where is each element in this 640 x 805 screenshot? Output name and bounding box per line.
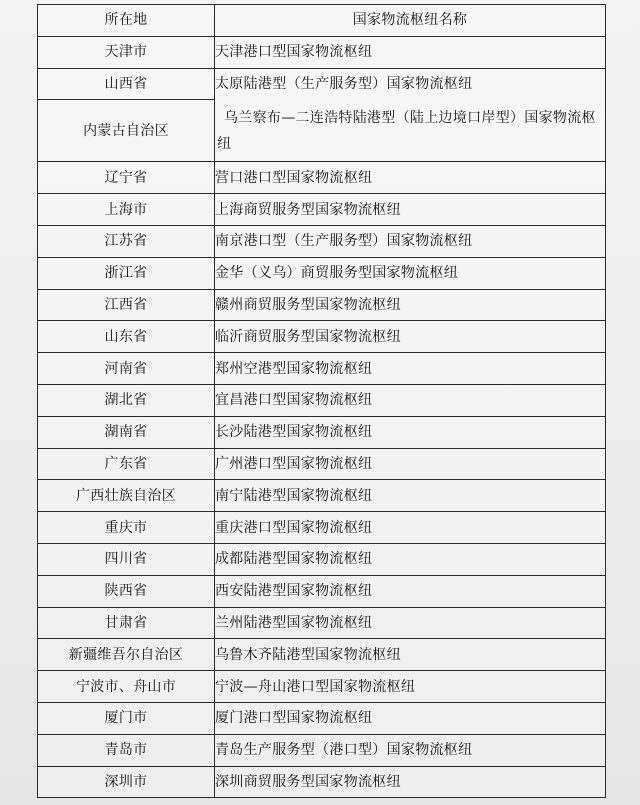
hub-name-cell: 宁波—舟山港口型国家物流枢纽 [215, 671, 606, 703]
hub-name-cell: 营口港口型国家物流枢纽 [215, 162, 606, 194]
hub-name-cell: 西安陆港型国家物流枢纽 [215, 575, 606, 607]
table-row [38, 639, 606, 671]
region-cell: 江西省 [38, 289, 215, 321]
hub-name-cell: 上海商贸服务型国家物流枢纽 [215, 194, 606, 226]
region-cell: 新疆维吾尔自治区 [38, 639, 215, 671]
hub-name-cell: 长沙陆港型国家物流枢纽 [215, 416, 606, 448]
header-location: 所在地 [38, 5, 215, 37]
hub-name-cell: 兰州陆港型国家物流枢纽 [215, 607, 606, 639]
region-cell: 深圳市 [38, 766, 215, 798]
table-row [38, 607, 606, 639]
region-cell: 山西省 [38, 68, 215, 100]
region-cell: 内蒙古自治区 [38, 100, 215, 162]
region-cell: 青岛市 [38, 734, 215, 766]
region-cell: 浙江省 [38, 257, 215, 289]
hub-name-cell: 青岛生产服务型（港口型）国家物流枢纽 [215, 734, 606, 766]
table-row [38, 289, 606, 321]
header-hub-name: 国家物流枢纽名称 [215, 5, 606, 37]
region-cell: 上海市 [38, 194, 215, 226]
table-row [38, 100, 606, 162]
hub-name-cell: 重庆港口型国家物流枢纽 [215, 512, 606, 544]
hub-name-cell: 金华（义乌）商贸服务型国家物流枢纽 [215, 257, 606, 289]
region-cell: 辽宁省 [38, 162, 215, 194]
hub-name-cell: 南宁陆港型国家物流枢纽 [215, 480, 606, 512]
table-row [38, 766, 606, 798]
table-row [38, 36, 606, 68]
table-row [38, 575, 606, 607]
hub-name-cell: 乌鲁木齐陆港型国家物流枢纽 [215, 639, 606, 671]
table-row [38, 671, 606, 703]
region-cell: 四川省 [38, 543, 215, 575]
table-row [38, 225, 606, 257]
region-cell: 河南省 [38, 353, 215, 385]
region-cell: 陕西省 [38, 575, 215, 607]
hub-name-cell: 太原陆港型（生产服务型）国家物流枢纽 [215, 68, 606, 100]
hub-name-cell: 乌兰察布—二连浩特陆港型（陆上边境口岸型）国家物流枢纽 [215, 100, 606, 162]
hub-name-cell: 广州港口型国家物流枢纽 [215, 448, 606, 480]
hub-name-cell: 临沂商贸服务型国家物流枢纽 [215, 321, 606, 353]
table-row [38, 257, 606, 289]
region-cell: 广东省 [38, 448, 215, 480]
table-row [38, 68, 606, 100]
hub-name-cell: 赣州商贸服务型国家物流枢纽 [215, 289, 606, 321]
table-row [38, 543, 606, 575]
region-cell: 广西壮族自治区 [38, 480, 215, 512]
table-header-row [38, 5, 606, 37]
hub-name-cell: 成都陆港型国家物流枢纽 [215, 543, 606, 575]
logistics-hub-table [37, 4, 606, 798]
table-row [38, 512, 606, 544]
region-cell: 厦门市 [38, 702, 215, 734]
hub-name-cell: 天津港口型国家物流枢纽 [215, 36, 606, 68]
hub-name-cell: 厦门港口型国家物流枢纽 [215, 702, 606, 734]
table-row [38, 416, 606, 448]
region-cell: 天津市 [38, 36, 215, 68]
table-row [38, 384, 606, 416]
region-cell: 江苏省 [38, 225, 215, 257]
region-cell: 湖南省 [38, 416, 215, 448]
region-cell: 重庆市 [38, 512, 215, 544]
table-row [38, 321, 606, 353]
table-row [38, 353, 606, 385]
hub-name-cell: 郑州空港型国家物流枢纽 [215, 353, 606, 385]
table-row [38, 162, 606, 194]
hub-name-cell: 深圳商贸服务型国家物流枢纽 [215, 766, 606, 798]
region-cell: 宁波市、舟山市 [38, 671, 215, 703]
hub-name-cell: 宜昌港口型国家物流枢纽 [215, 384, 606, 416]
table-row [38, 702, 606, 734]
table-row [38, 448, 606, 480]
region-cell: 湖北省 [38, 384, 215, 416]
table-row [38, 480, 606, 512]
hub-name-cell: 南京港口型（生产服务型）国家物流枢纽 [215, 225, 606, 257]
table-row [38, 194, 606, 226]
region-cell: 甘肃省 [38, 607, 215, 639]
table-row [38, 734, 606, 766]
region-cell: 山东省 [38, 321, 215, 353]
